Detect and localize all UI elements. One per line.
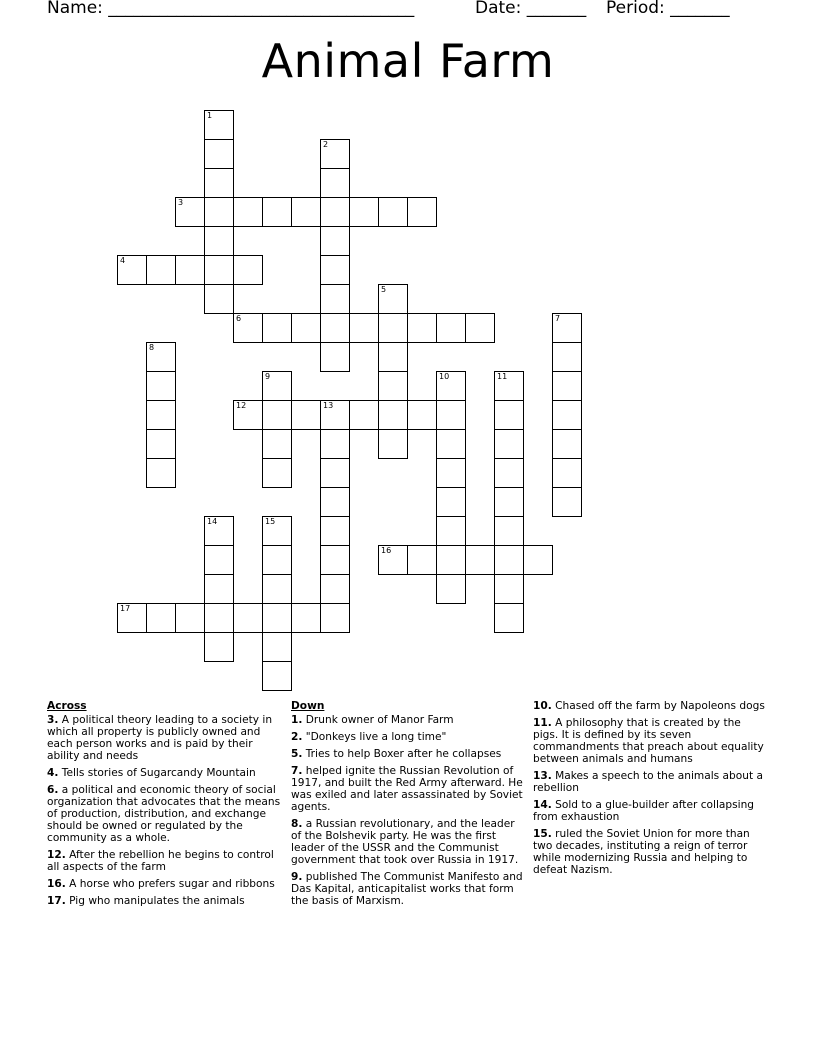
clue-number-label: 13.: [533, 770, 552, 782]
grid-cell[interactable]: [494, 516, 524, 546]
clue-number: 13: [323, 401, 334, 410]
down-clues: [291, 700, 527, 912]
grid-cell[interactable]: [204, 516, 234, 546]
grid-cell[interactable]: [146, 603, 176, 633]
grid-cell[interactable]: [117, 255, 147, 285]
clue-item: [291, 714, 527, 726]
clue-text: a political and economic theory of social organization that advocates that the means of production, distribution, and exchange should be owned or regulated by the community as a whole.: [47, 784, 281, 844]
grid-cell[interactable]: [436, 516, 466, 546]
grid-cell[interactable]: [436, 487, 466, 517]
grid-cell[interactable]: [204, 168, 234, 198]
grid-cell[interactable]: [378, 284, 408, 314]
clue-number-label: 3.: [47, 714, 59, 726]
clue-number-label: 2.: [291, 731, 303, 743]
grid-cell[interactable]: [407, 313, 437, 343]
grid-cell[interactable]: [436, 545, 466, 575]
grid-cell[interactable]: [146, 429, 176, 459]
clue-item: [291, 765, 527, 813]
grid-cell[interactable]: [233, 313, 263, 343]
grid-cell[interactable]: [494, 400, 524, 430]
grid-cell[interactable]: [552, 313, 582, 343]
grid-cell[interactable]: [175, 197, 205, 227]
clue-item: [47, 895, 282, 907]
grid-cell[interactable]: [320, 545, 350, 575]
clue-number: 3: [178, 198, 184, 207]
clue-number-label: 6.: [47, 784, 59, 796]
grid-cell[interactable]: [378, 371, 408, 401]
clue-text: Sold to a glue-builder after collapsing from exhaustion: [533, 799, 755, 823]
clue-number-label: 9.: [291, 871, 303, 883]
grid-cell[interactable]: [320, 429, 350, 459]
clue-text: Tells stories of Sugarcandy Mountain: [58, 767, 256, 779]
clue-number: 11: [497, 372, 508, 381]
clue-item: [533, 717, 765, 765]
down-list-continued: [533, 700, 765, 876]
grid-cell[interactable]: [552, 429, 582, 459]
clue-text: Tries to help Boxer after he collapses: [302, 748, 502, 760]
clue-number: 12: [236, 401, 247, 410]
grid-cell[interactable]: [262, 632, 292, 662]
grid-cell[interactable]: [552, 487, 582, 517]
down-clues-continued: [533, 700, 765, 881]
grid-cell[interactable]: [523, 545, 553, 575]
grid-cell[interactable]: [262, 545, 292, 575]
grid-cell[interactable]: [262, 574, 292, 604]
grid-cell[interactable]: [378, 313, 408, 343]
grid-cell[interactable]: [320, 139, 350, 169]
grid-cell[interactable]: [204, 284, 234, 314]
grid-cell[interactable]: [349, 197, 379, 227]
clue-item: [47, 714, 282, 762]
grid-cell[interactable]: [262, 429, 292, 459]
grid-cell[interactable]: [204, 110, 234, 140]
clue-number-label: 10.: [533, 700, 552, 712]
grid-cell[interactable]: [494, 429, 524, 459]
clue-number: 7: [555, 314, 561, 323]
clue-number-label: 7.: [291, 765, 303, 777]
grid-cell[interactable]: [552, 342, 582, 372]
clue-text: a Russian revolutionary, and the leader of the Bolshevik party. He was the first leader of the USSR and the Communist government that took over Russia in 1917.: [291, 818, 519, 866]
grid-cell[interactable]: [320, 168, 350, 198]
clue-item: [291, 871, 527, 907]
grid-cell[interactable]: [262, 661, 292, 691]
clue-text: Chased off the farm by Napoleons dogs: [551, 700, 765, 712]
grid-cell[interactable]: [262, 371, 292, 401]
grid-cell[interactable]: [378, 197, 408, 227]
grid-cell[interactable]: [262, 400, 292, 430]
grid-cell[interactable]: [204, 603, 234, 633]
grid-cell[interactable]: [146, 255, 176, 285]
grid-cell[interactable]: [262, 516, 292, 546]
grid-cell[interactable]: [494, 574, 524, 604]
grid-cell[interactable]: [494, 545, 524, 575]
grid-cell[interactable]: [378, 545, 408, 575]
clue-number: 4: [120, 256, 126, 265]
grid-cell[interactable]: [262, 603, 292, 633]
grid-cell[interactable]: [436, 574, 466, 604]
clue-number-label: 16.: [47, 878, 66, 890]
grid-cell[interactable]: [117, 603, 147, 633]
clue-text: Makes a speech to the animals about a rebellion: [533, 770, 763, 794]
clue-number: 5: [381, 285, 387, 294]
clue-number: 16: [381, 546, 392, 555]
grid-cell[interactable]: [349, 400, 379, 430]
grid-cell[interactable]: [175, 255, 205, 285]
grid-cell[interactable]: [378, 342, 408, 372]
down-list: [291, 714, 527, 907]
grid-cell[interactable]: [378, 429, 408, 459]
grid-cell[interactable]: [494, 603, 524, 633]
grid-cell[interactable]: [146, 342, 176, 372]
grid-cell[interactable]: [552, 371, 582, 401]
grid-cell[interactable]: [233, 603, 263, 633]
clue-number-label: 12.: [47, 849, 66, 861]
grid-cell[interactable]: [407, 197, 437, 227]
clue-text: After the rebellion he begins to control all aspects of the farm: [47, 849, 274, 873]
clue-number: 14: [207, 517, 218, 526]
grid-cell[interactable]: [407, 400, 437, 430]
grid-cell[interactable]: [320, 516, 350, 546]
date-field[interactable]: Date: _______: [475, 0, 587, 18]
clue-item: [533, 828, 765, 876]
clue-text: "Donkeys live a long time": [302, 731, 447, 743]
grid-cell[interactable]: [320, 313, 350, 343]
clue-item: [533, 700, 765, 712]
clue-item: [47, 784, 282, 844]
grid-cell[interactable]: [204, 226, 234, 256]
across-clues: [47, 700, 282, 912]
grid-cell[interactable]: [262, 458, 292, 488]
grid-cell[interactable]: [320, 342, 350, 372]
grid-cell[interactable]: [407, 545, 437, 575]
clue-item: [47, 849, 282, 873]
clue-number: 10: [439, 372, 450, 381]
grid-cell[interactable]: [204, 632, 234, 662]
clue-item: [533, 799, 765, 823]
grid-cell[interactable]: [320, 197, 350, 227]
grid-cell[interactable]: [204, 139, 234, 169]
grid-cell[interactable]: [233, 400, 263, 430]
clue-number-label: 14.: [533, 799, 552, 811]
grid-cell[interactable]: [436, 400, 466, 430]
clue-text: A philosophy that is created by the pigs. It is defined by its seven commandments that preach about equality between animals and humans: [533, 717, 764, 765]
clue-number: 6: [236, 314, 242, 323]
clue-number: 1: [207, 111, 213, 120]
grid-cell[interactable]: [320, 400, 350, 430]
grid-cell[interactable]: [320, 487, 350, 517]
clue-item: [291, 748, 527, 760]
grid-cell[interactable]: [320, 574, 350, 604]
grid-cell[interactable]: [552, 400, 582, 430]
clue-text: published The Communist Manifesto and Das Kapital, anticapitalist works that form the basis of Marxism.: [291, 871, 523, 907]
clue-item: [47, 767, 282, 779]
grid-cell[interactable]: [204, 574, 234, 604]
clue-text: ruled the Soviet Union for more than two decades, instituting a reign of terror while modernizing Russia and helping to defeat Nazism.: [533, 828, 750, 876]
clue-number: 2: [323, 140, 329, 149]
clue-text: helped ignite the Russian Revolution of 1917, and built the Red Army afterward. He was exiled and later assassinated by Soviet agents.: [291, 765, 523, 813]
clue-number-label: 5.: [291, 748, 303, 760]
grid-cell[interactable]: [436, 429, 466, 459]
grid-cell[interactable]: [465, 545, 495, 575]
clue-text: A political theory leading to a society in which all property is publicly owned and each person works and is paid by their ability and needs: [47, 714, 273, 762]
grid-cell[interactable]: [320, 284, 350, 314]
grid-cell[interactable]: [146, 371, 176, 401]
page-title: Animal Farm: [261, 34, 555, 88]
grid-cell[interactable]: [552, 458, 582, 488]
grid-cell[interactable]: [146, 458, 176, 488]
clue-number-label: 15.: [533, 828, 552, 840]
grid-cell[interactable]: [349, 313, 379, 343]
grid-cell[interactable]: [291, 400, 321, 430]
grid-cell[interactable]: [320, 603, 350, 633]
clue-number-label: 8.: [291, 818, 303, 830]
grid-cell[interactable]: [291, 313, 321, 343]
clue-item: [533, 770, 765, 794]
clue-number: 15: [265, 517, 276, 526]
grid-cell[interactable]: [320, 255, 350, 285]
clue-number-label: 1.: [291, 714, 303, 726]
grid-cell[interactable]: [262, 313, 292, 343]
grid-cell[interactable]: [291, 603, 321, 633]
grid-cell[interactable]: [320, 458, 350, 488]
clue-number-label: 11.: [533, 717, 552, 729]
period-field[interactable]: Period: _______: [606, 0, 730, 18]
grid-cell[interactable]: [494, 371, 524, 401]
grid-cell[interactable]: [233, 255, 263, 285]
grid-cell[interactable]: [465, 313, 495, 343]
grid-cell[interactable]: [204, 545, 234, 575]
grid-cell[interactable]: [233, 197, 263, 227]
grid-cell[interactable]: [494, 487, 524, 517]
grid-cell[interactable]: [204, 197, 234, 227]
grid-cell[interactable]: [494, 458, 524, 488]
clue-number: 8: [149, 343, 155, 352]
down-heading: Down: [291, 700, 325, 712]
name-field[interactable]: Name: ____________________________________: [47, 0, 415, 18]
grid-cell[interactable]: [436, 313, 466, 343]
clue-number: 17: [120, 604, 131, 613]
grid-cell[interactable]: [146, 400, 176, 430]
across-heading: Across: [47, 700, 87, 712]
grid-cell[interactable]: [291, 197, 321, 227]
grid-cell[interactable]: [378, 400, 408, 430]
clue-text: Drunk owner of Manor Farm: [302, 714, 454, 726]
across-list: [47, 714, 282, 907]
clue-number: 9: [265, 372, 271, 381]
clue-text: Pig who manipulates the animals: [65, 895, 245, 907]
clue-text: A horse who prefers sugar and ribbons: [65, 878, 275, 890]
grid-cell[interactable]: [436, 371, 466, 401]
grid-cell[interactable]: [436, 458, 466, 488]
clue-number-label: 4.: [47, 767, 59, 779]
grid-cell[interactable]: [262, 197, 292, 227]
grid-cell[interactable]: [320, 226, 350, 256]
grid-cell[interactable]: [204, 255, 234, 285]
clue-item: [291, 818, 527, 866]
grid-cell[interactable]: [175, 603, 205, 633]
clue-item: [47, 878, 282, 890]
clue-item: [291, 731, 527, 743]
clue-number-label: 17.: [47, 895, 66, 907]
